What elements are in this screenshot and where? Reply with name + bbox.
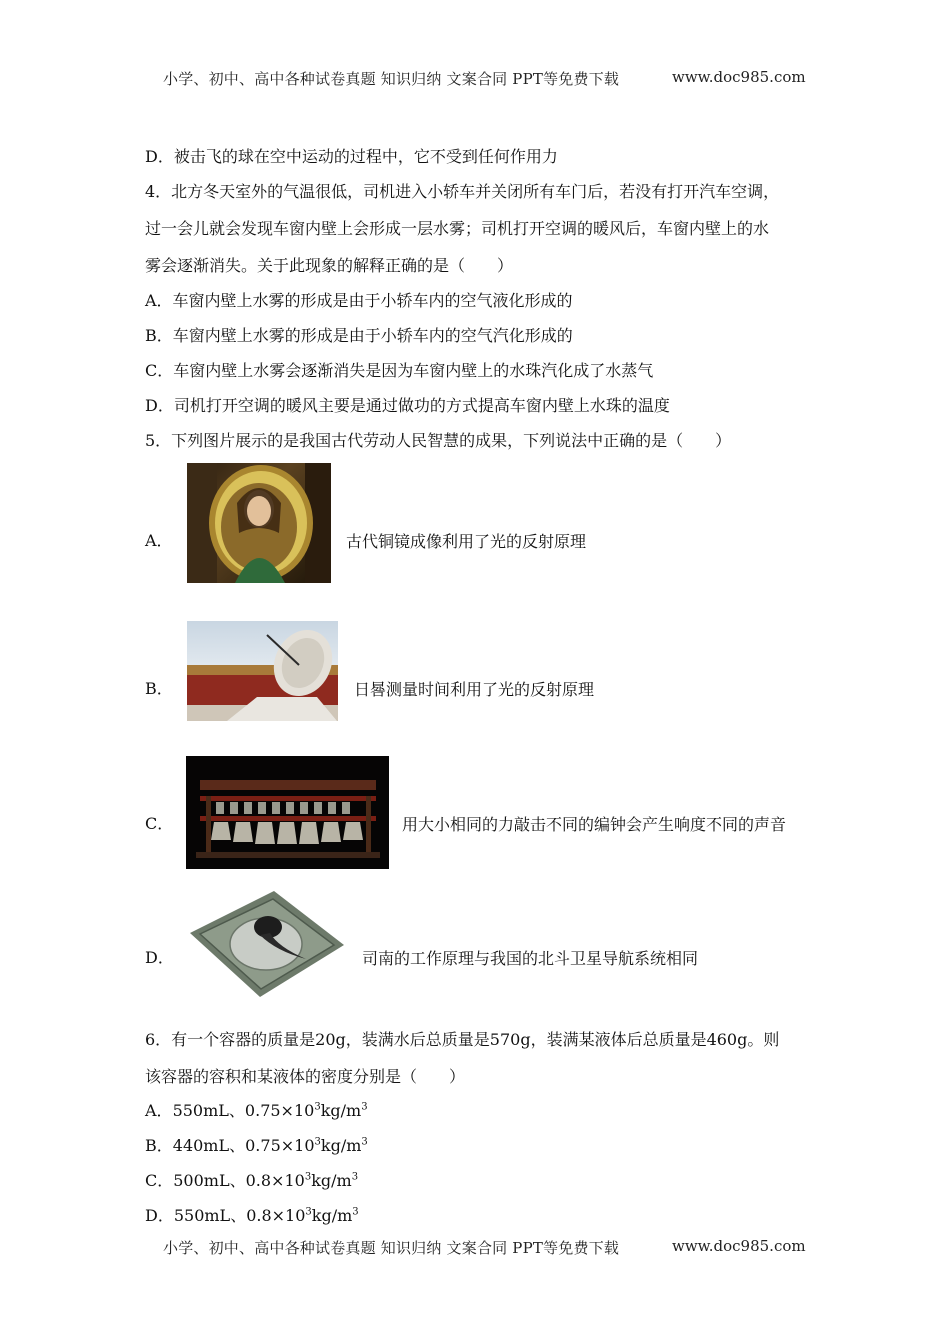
q6-option-d [145,1206,359,1226]
q5-option-c-label: C． [145,814,174,833]
q3-option-d: D．被击飞的球在空中运动的过程中，它不受到任何作用力 [145,147,558,166]
q5-option-a-text: 古代铜镜成像利用了光的反射原理 [346,532,587,551]
q6-option-c-unit: kg/m [311,1171,352,1190]
q5-option-b-text: 日晷测量时间利用了光的反射原理 [354,680,595,699]
q6-option-c-sep: 、 [229,1171,246,1190]
q6-option-a-sep: 、 [228,1101,245,1120]
q6-stem-line-1: 6．有一个容器的质量是20g，装满水后总质量是570g，装满某液体后总质量是460g。则 [145,1030,780,1049]
q6-option-a-volume: 550mL [172,1101,229,1120]
header-website[interactable]: www.doc985.com [672,68,806,86]
q6-option-d-sep: 、 [230,1206,247,1225]
q4-stem-line-3: 雾会逐渐消失。关于此现象的解释正确的是（ ） [145,256,514,275]
bronze-mirror-photo [187,463,331,583]
q6-option-d-unit: kg/m [311,1206,353,1225]
q5-option-d-text: 司南的工作原理与我国的北斗卫星导航系统相同 [362,949,699,968]
q6-option-b-sep: 、 [229,1136,246,1155]
q6-option-c-unit-exp: 3 [351,1171,359,1183]
q4-option-b: B．车窗内壁上水雾的形成是由于小轿车内的空气汽化形成的 [145,326,573,345]
q4-option-a: A．车窗内壁上水雾的形成是由于小轿车内的空气液化形成的 [145,291,573,310]
q6-option-a-label: A． [145,1101,173,1120]
q5-option-b-label: B． [145,679,173,698]
q6-option-b-label: B． [145,1136,173,1155]
q6-option-c-coef: 0.8×10 [245,1171,305,1190]
q6-option-b-exp: 3 [314,1136,321,1148]
q6-stem-line-2: 该容器的容积和某液体的密度分别是（ ） [145,1067,466,1086]
q6-option-b [145,1136,368,1156]
q6-option-b-coef: 0.75×10 [245,1136,315,1155]
q6-option-c-label: C． [145,1171,174,1190]
q5-option-c-text: 用大小相同的力敲击不同的编钟会产生响度不同的声音 [402,815,787,834]
q4-stem-line-2: 过一会儿就会发现车窗内壁上会形成一层水雾；司机打开空调的暖风后，车窗内壁上的水 [145,219,770,238]
q4-stem-line-1: 4．北方冬天室外的气温很低，司机进入小轿车并关闭所有车门后，若没有打开汽车空调， [145,182,780,201]
q6-option-d-unit-exp: 3 [352,1206,359,1218]
q6-option-d-exp: 3 [305,1206,312,1218]
q6-option-a [145,1101,368,1121]
q6-option-d-coef: 0.8×10 [246,1206,306,1225]
q4-option-c: C．车窗内壁上水雾会逐渐消失是因为车窗内壁上的水珠汽化成了水蒸气 [145,361,654,380]
q5-stem: 5．下列图片展示的是我国古代劳动人民智慧的成果，下列说法中正确的是（ ） [145,431,732,450]
q6-option-d-label: D． [145,1206,174,1225]
q6-option-b-volume: 440mL [172,1136,230,1155]
header-ad-text: 小学、初中、高中各种试卷真题 知识归纳 文案合同 PPT等免费下载 [163,70,620,88]
q4-option-d: D．司机打开空调的暖风主要是通过做功的方式提高车窗内壁上水珠的温度 [145,396,670,415]
q6-option-c [145,1171,358,1191]
q6-option-a-coef: 0.75×10 [244,1101,315,1120]
q6-option-a-unit: kg/m [320,1101,362,1120]
q6-option-a-exp: 3 [314,1101,321,1113]
sinan-compass-photo [186,889,348,999]
footer-ad-text: 小学、初中、高中各种试卷真题 知识归纳 文案合同 PPT等免费下载 [163,1239,620,1257]
q5-option-d-label: D． [145,948,174,967]
q6-option-b-unit-exp: 3 [361,1136,368,1148]
q6-option-d-volume: 550mL [173,1206,231,1225]
sundial-photo [187,621,338,721]
q6-option-b-unit: kg/m [320,1136,362,1155]
q5-option-a-label: A． [145,531,173,550]
q6-option-c-volume: 500mL [173,1171,230,1190]
q6-option-a-unit-exp: 3 [361,1101,368,1113]
chime-bells-photo [186,756,389,869]
q6-option-c-exp: 3 [304,1171,312,1183]
footer-website[interactable]: www.doc985.com [672,1237,806,1255]
